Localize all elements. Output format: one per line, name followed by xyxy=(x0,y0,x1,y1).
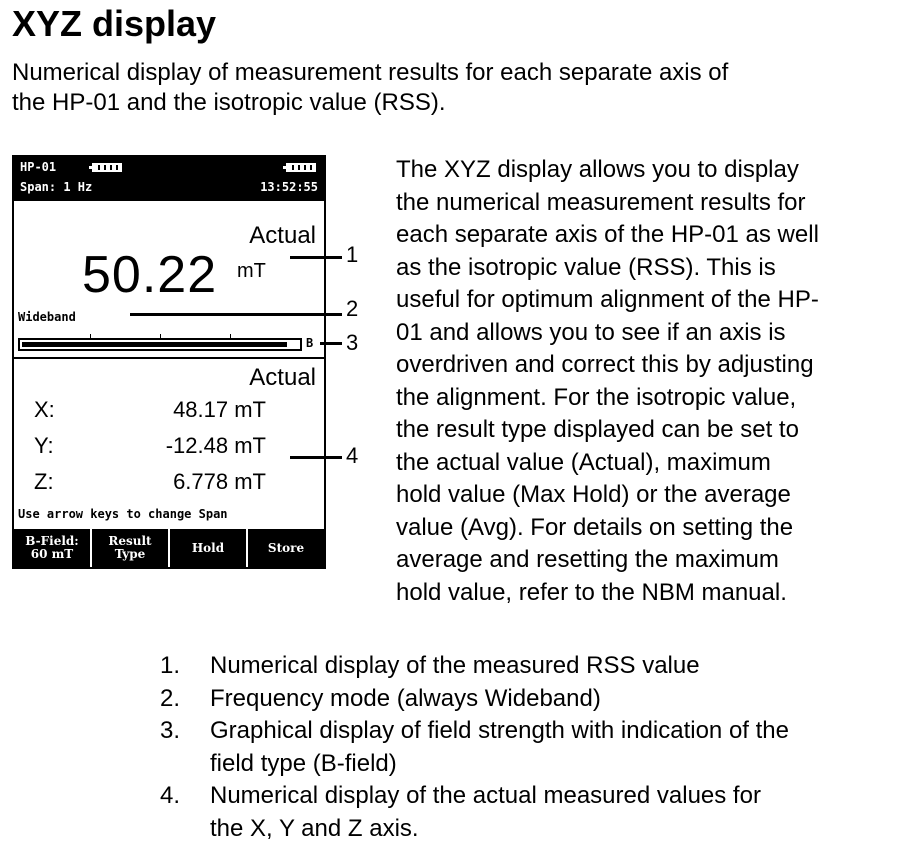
description-line: the alignment. For the isotropic value, xyxy=(396,383,797,411)
list-text: the X, Y and Z axis. xyxy=(210,814,419,842)
divider xyxy=(14,357,324,359)
list-item xyxy=(160,683,900,716)
callout-line-3 xyxy=(320,342,342,345)
frequency-mode: Wideband xyxy=(18,310,76,324)
list-item xyxy=(160,715,900,780)
list-text: Numerical display of the measured RSS value xyxy=(210,652,700,679)
description-line: the actual value (Actual), maximum xyxy=(396,448,771,476)
bar-tick xyxy=(230,334,231,338)
description-line: each separate axis of the HP-01 as well xyxy=(396,221,819,248)
bar-tick xyxy=(160,334,161,338)
description-line: hold value, refer to the NBM manual. xyxy=(396,578,787,606)
callout-number-2: 2 xyxy=(346,296,359,321)
field-strength-bar xyxy=(18,338,302,351)
list-item xyxy=(160,650,900,683)
span-label: Span: 1 Hz xyxy=(20,180,93,194)
description-line: average and resetting the maximum xyxy=(396,546,779,573)
description-line: hold value (Max Hold) or the average xyxy=(396,481,791,508)
list-text: Numerical display of the actual measured values for xyxy=(210,782,761,809)
callout-number-4: 4 xyxy=(346,443,359,468)
rss-unit: mT xyxy=(237,260,266,282)
callout-line-4 xyxy=(290,456,342,459)
hint-text: Use arrow keys to change Span xyxy=(18,507,228,521)
page-title: XYZ display xyxy=(12,3,217,44)
rss-result-type: Actual xyxy=(249,222,316,249)
description-line: 01 and allows you to see if an axis is xyxy=(396,318,786,346)
callout-line-2 xyxy=(130,313,342,316)
axis-z-value: 6.778 mT xyxy=(173,469,266,494)
rss-value: 50.22 xyxy=(82,246,218,304)
softkey-label: Hold xyxy=(191,540,225,555)
axes-result-type: Actual xyxy=(249,364,316,391)
softkey-store[interactable] xyxy=(248,529,324,567)
description-line: The XYZ display allows you to display xyxy=(396,156,799,183)
softkey-hold[interactable] xyxy=(170,529,246,567)
list-number: 1. xyxy=(160,652,181,679)
list-number: 2. xyxy=(160,684,181,712)
bar-tick xyxy=(90,334,91,338)
softkey-label: Type xyxy=(114,547,146,561)
callout-number-3: 3 xyxy=(346,330,359,355)
list-number: 4. xyxy=(160,782,181,809)
axis-x-value: 48.17 mT xyxy=(173,397,266,422)
softkey-label: Result xyxy=(108,534,152,548)
subtitle-line: Numerical display of measurement results for each separate axis of xyxy=(12,59,729,86)
probe-label: HP-01 xyxy=(20,160,57,174)
softkey-label: Store xyxy=(267,540,305,555)
axis-y-value: -12.48 mT xyxy=(165,433,266,458)
description-line: useful for optimum alignment of the HP- xyxy=(396,286,819,313)
softkey-label: B-Field: xyxy=(25,534,79,548)
device-battery-icon xyxy=(286,163,316,172)
field-strength-fill xyxy=(22,342,287,347)
description-line: as the isotropic value (RSS). This is xyxy=(396,253,776,281)
description-line: the numerical measurement results for xyxy=(396,188,806,216)
softkey-bar xyxy=(14,529,324,567)
list-number: 3. xyxy=(160,717,181,744)
clock: 13:52:55 xyxy=(260,180,318,194)
softkey-b-field[interactable] xyxy=(14,529,90,567)
callout-line-1 xyxy=(290,256,342,259)
subtitle-line: the HP-01 and the isotropic value (RSS). xyxy=(12,89,446,116)
list-text: Graphical display of field strength with indication of the xyxy=(210,717,789,744)
list-item xyxy=(160,780,900,845)
device-screen xyxy=(12,155,326,569)
description-line: value (Avg). For details on setting the xyxy=(396,513,794,541)
callout-number-1: 1 xyxy=(346,242,359,267)
legend-list xyxy=(160,650,900,845)
probe-battery-icon xyxy=(92,163,122,172)
axis-z-label: Z: xyxy=(34,469,54,494)
softkey-result-type[interactable] xyxy=(92,529,168,567)
description xyxy=(396,154,896,609)
description-line: the result type displayed can be set to xyxy=(396,416,799,443)
field-type-indicator: B xyxy=(306,336,314,350)
axis-x-label: X: xyxy=(34,397,55,422)
description-line: overdriven and correct this by adjusting xyxy=(396,351,814,378)
list-text: Frequency mode (always Wideband) xyxy=(210,684,601,712)
axis-y-label: Y: xyxy=(34,433,54,458)
list-text: field type (B-field) xyxy=(210,749,397,777)
page-subtitle xyxy=(12,58,892,118)
status-bar xyxy=(14,157,324,201)
softkey-label: 60 mT xyxy=(30,547,74,561)
